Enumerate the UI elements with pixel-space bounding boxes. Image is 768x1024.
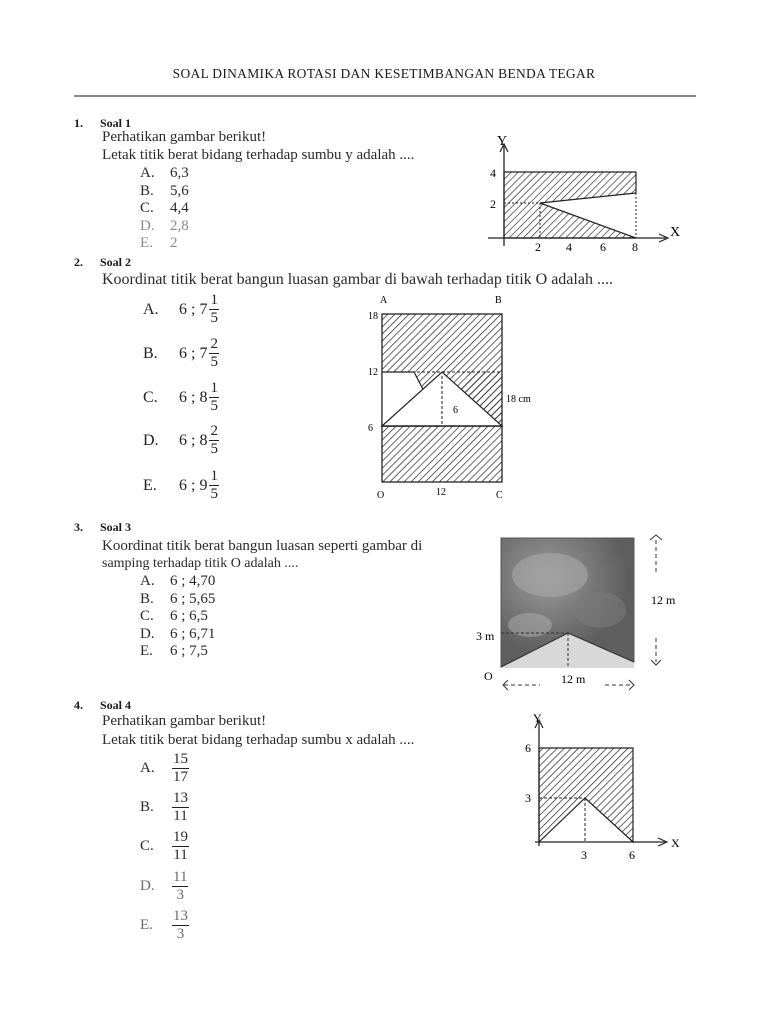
question-1-heading: Soal 1 (100, 116, 132, 130)
q2-corner-o: O (377, 490, 385, 501)
q4-x-tick-3: 3 (581, 848, 587, 862)
question-4-option-e[interactable]: E. $\frac{13}{3}$ (140, 908, 188, 942)
question-1-option-b[interactable]: B. 5,6 (140, 182, 189, 199)
q4-x-axis-label: X (671, 836, 680, 850)
question-4-figure (505, 708, 695, 868)
q2-y-18: 18 (368, 311, 378, 322)
q2-x-12: 12 (436, 487, 446, 498)
question-1-options (140, 165, 189, 253)
question-3-line-1: Koordinat titik berat bangun luasan seperti gambar di (102, 538, 423, 554)
q2-side-label: 18 cm (506, 394, 531, 405)
question-3-option-a[interactable]: A. 6 ; 4,70 (140, 573, 216, 589)
question-3-option-d[interactable]: D. 6 ; 6,71 (140, 625, 216, 642)
q1-y-axis-label: Y (497, 134, 508, 149)
q1-y-tick-4: 4 (490, 166, 496, 180)
question-2-line-1: Koordinat titik berat bangun luasan gambar di bawah terhadap titik O adalah .... (102, 271, 613, 288)
q2-corner-b: B (495, 295, 502, 306)
q1-x-tick-2: 2 (535, 240, 541, 254)
title-divider (74, 95, 696, 97)
question-1-option-a[interactable]: A. 6,3 (140, 165, 189, 181)
question-3-options (140, 573, 215, 661)
question-3-figure (470, 530, 695, 700)
q3-height-label: 12 m (651, 593, 676, 607)
question-2-heading: Soal 2 (100, 255, 132, 269)
question-1-option-d[interactable]: D. 2,8 (140, 217, 189, 234)
q4-y-tick-6: 6 (525, 741, 531, 755)
question-2-option-b[interactable]: B. 6 ; 7 $\frac{2}{5}$ (143, 336, 218, 370)
question-4-line-2: Letak titik berat bidang terhadap sumbu x adalah .... (102, 732, 415, 748)
question-2-option-e[interactable]: E. 6 ; 9 $\frac{1}{5}$ (143, 468, 218, 502)
question-1-option-c[interactable]: C. 4,4 (140, 200, 189, 216)
question-2-option-d[interactable]: D. 6 ; 8 $\frac{2}{5}$ (143, 423, 218, 457)
page-title: SOAL DINAMIKA ROTASI DAN KESETIMBANGAN BENDA TEGAR (172, 66, 596, 81)
question-3-option-b[interactable]: B. 6 ; 5,65 (140, 590, 216, 607)
question-1-line-1: Perhatikan gambar berikut! (102, 129, 267, 145)
q3-width-label: 12 m (561, 672, 586, 686)
question-3-line-2: samping terhadap titik O adalah .... (102, 556, 299, 571)
question-2-option-a[interactable]: A. 6 ; 7 $\frac{1}{5}$ (143, 292, 218, 326)
q2-y-6: 6 (368, 423, 373, 434)
question-2-number: 2. (74, 255, 83, 269)
question-2-figure (360, 292, 560, 504)
q1-y-tick-2: 2 (490, 197, 496, 211)
question-4-option-d[interactable]: D. $\frac{11}{3}$ (140, 869, 188, 903)
question-2-option-c[interactable]: C. 6 ; 8 $\frac{1}{5}$ (143, 380, 218, 414)
question-4-option-c[interactable]: C. $\frac{19}{11}$ (140, 829, 188, 863)
q1-x-tick-8: 8 (632, 240, 638, 254)
question-4-number: 4. (74, 698, 83, 712)
q1-x-axis-label: X (670, 225, 681, 240)
q3-origin-label: O (484, 669, 493, 683)
question-4-option-a[interactable]: A. $\frac{15}{17}$ (140, 751, 188, 785)
question-3-heading: Soal 3 (100, 520, 132, 534)
q4-y-axis-label: Y (533, 711, 542, 725)
q2-corner-c: C (496, 490, 503, 501)
q1-x-tick-6: 6 (600, 240, 606, 254)
question-3-option-e[interactable]: E. 6 ; 7,5 (140, 643, 208, 659)
q2-y-12: 12 (368, 367, 378, 378)
question-1-line-2: Letak titik berat bidang terhadap sumbu y adalah .... (102, 147, 415, 163)
question-4-heading: Soal 4 (100, 698, 132, 712)
q4-y-tick-3: 3 (525, 791, 531, 805)
question-3-option-c[interactable]: C. 6 ; 6,5 (140, 608, 208, 624)
question-3-number: 3. (74, 520, 83, 534)
q1-x-tick-4: 4 (566, 240, 572, 254)
question-1-figure (470, 128, 690, 256)
question-4-line-1: Perhatikan gambar berikut! (102, 713, 267, 729)
q2-triangle-height: 6 (453, 405, 458, 416)
question-4-option-b[interactable]: B. $\frac{13}{11}$ (140, 790, 188, 824)
question-1-number: 1. (74, 116, 83, 130)
q3-notch-label: 3 m (476, 629, 495, 643)
q4-x-tick-6: 6 (629, 848, 635, 862)
q2-corner-a: A (380, 295, 388, 306)
question-1-option-e[interactable]: E. 2 (140, 235, 178, 251)
